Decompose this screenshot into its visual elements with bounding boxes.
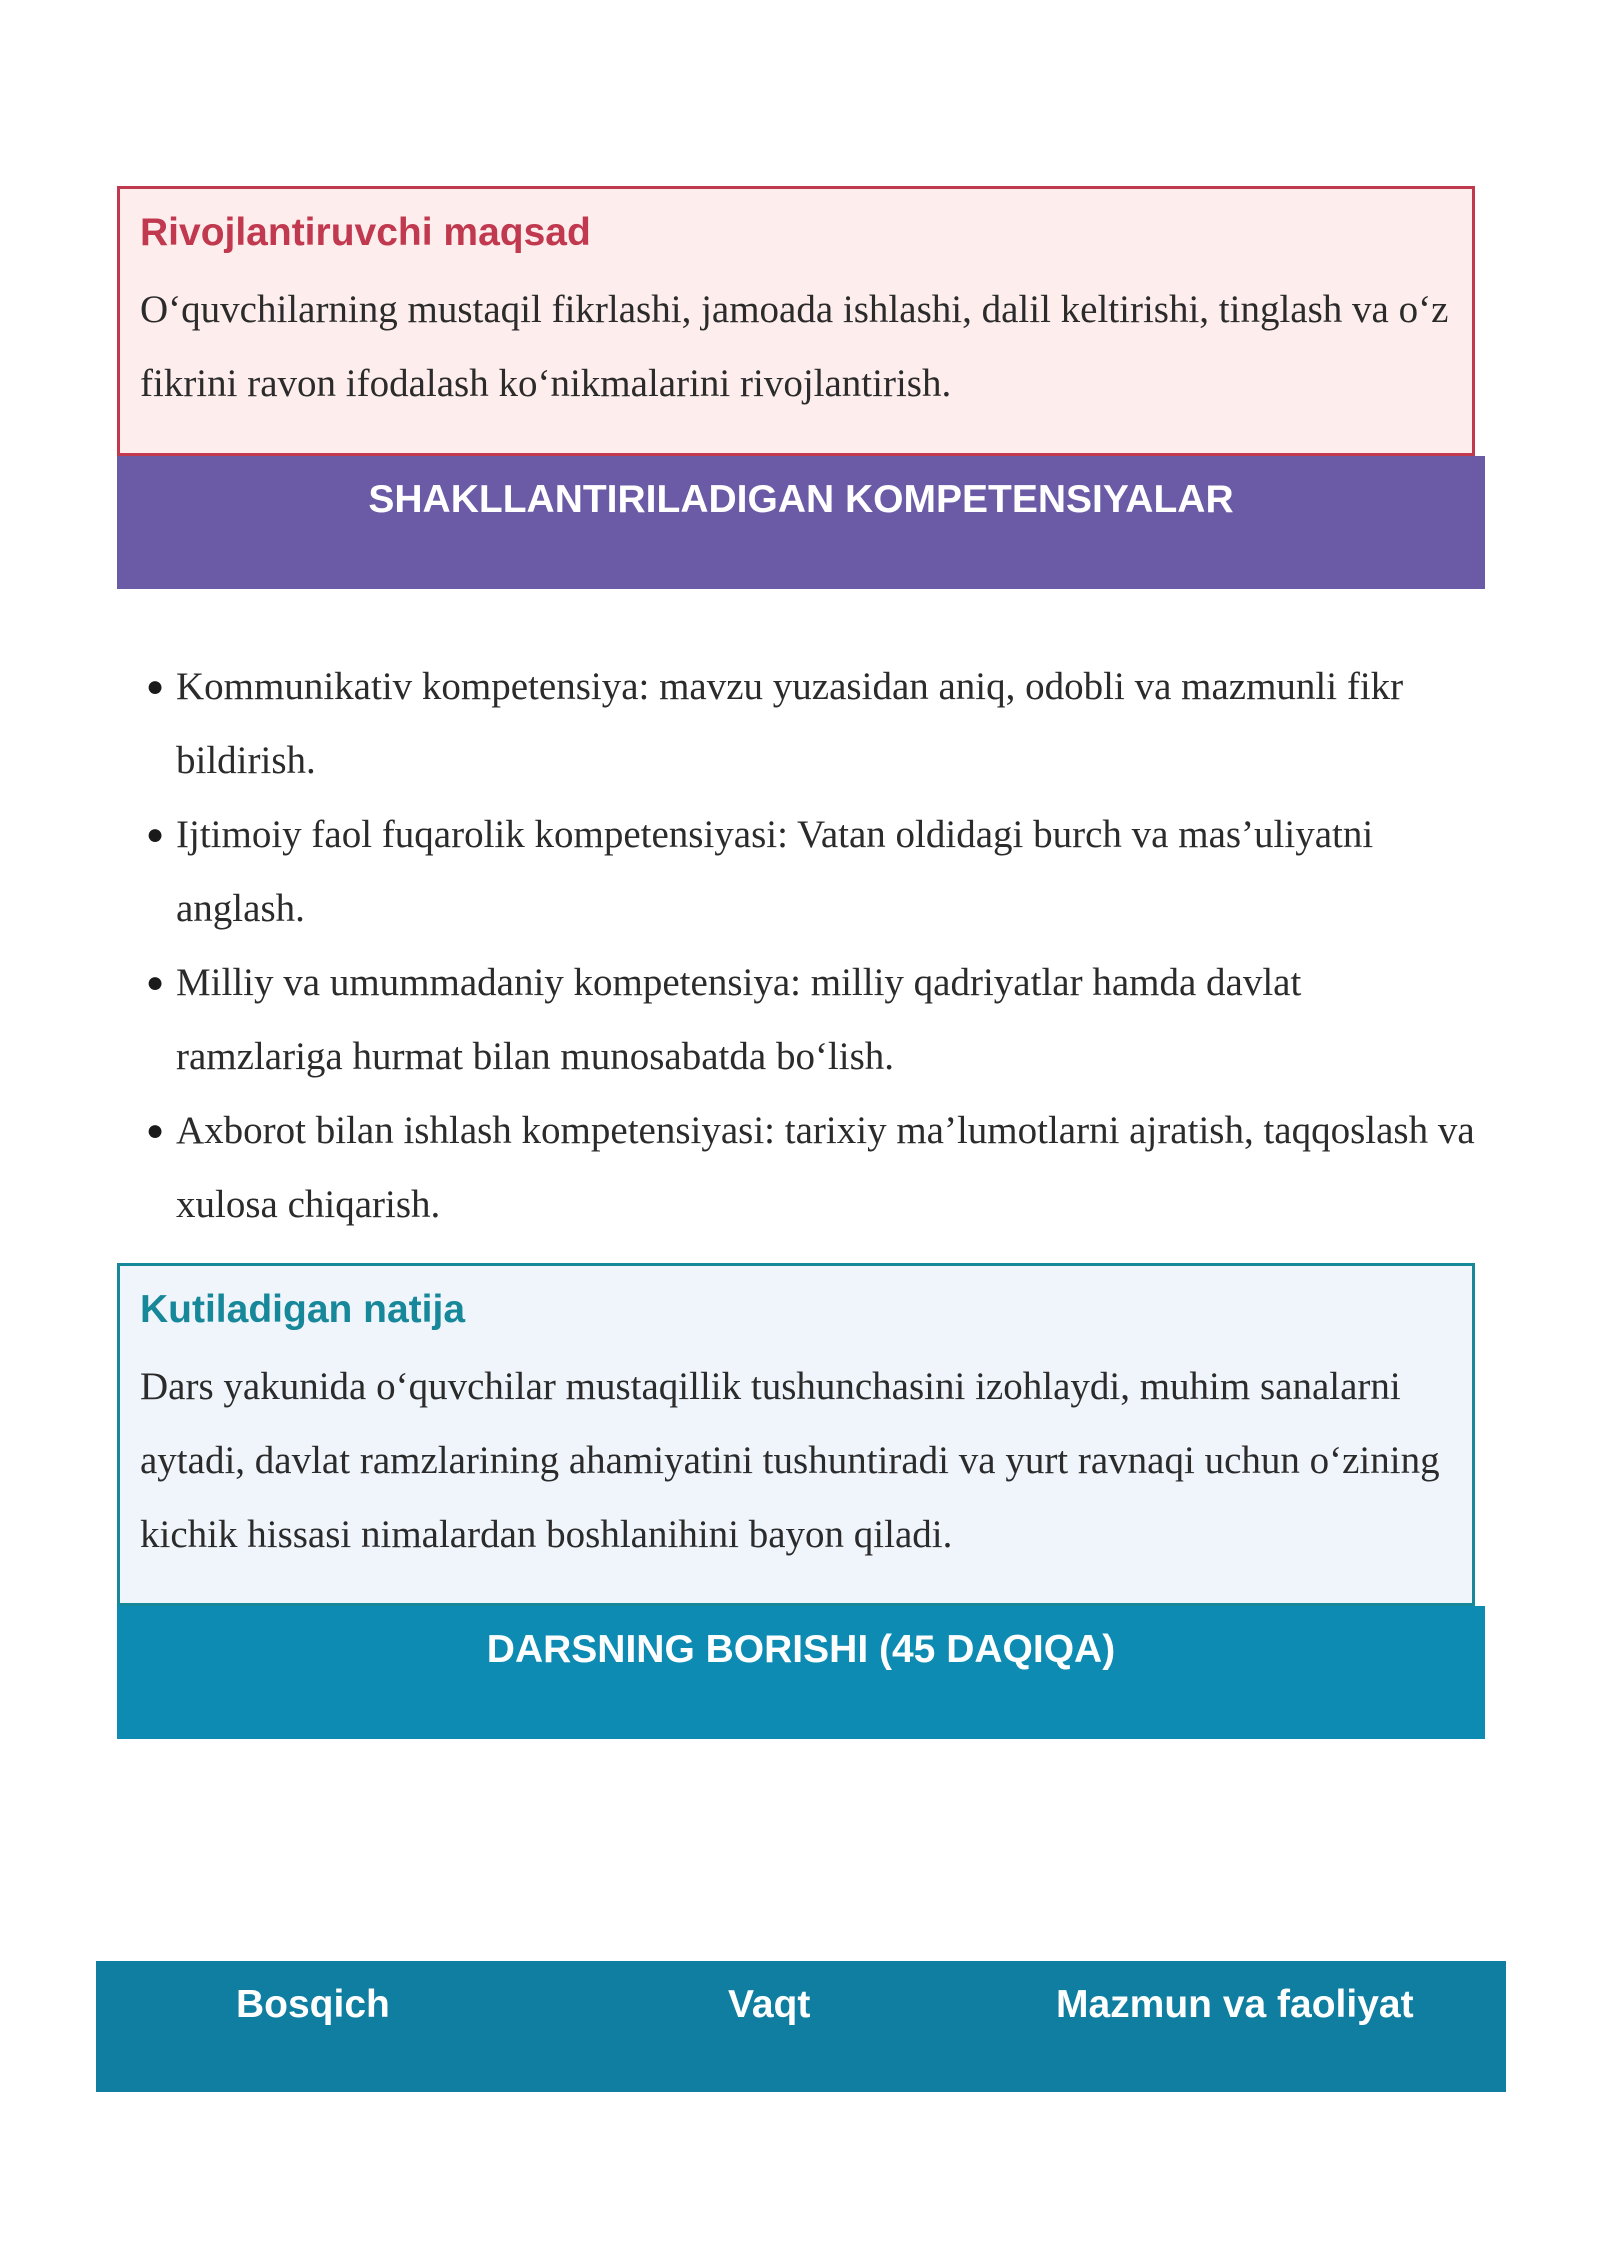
- bullet-icon: ●: [146, 670, 165, 703]
- competency-text: Ijtimoiy faol fuqarolik kompetensiyasi: Vatan oldidagi burch va mas’uliyatni anglash.: [176, 813, 1374, 930]
- lesson-flow-heading: DARSNING BORISHI (45 DAQIQA): [117, 1606, 1485, 1739]
- bullet-icon: ●: [146, 966, 165, 999]
- lesson-table-header: [96, 1961, 1506, 2092]
- development-goal-text: O‘quvchilarning mustaqil fikrlashi, jamoada ishlashi, dalil keltirishi, tinglash va o‘z fikrini ravon ifodalash ko‘nikmalarini rivojlantirish.: [140, 288, 1449, 405]
- column-header-content: Mazmun va faoliyat: [1056, 1983, 1414, 2026]
- column-header-stage: Bosqich: [236, 1983, 390, 2026]
- competency-item: [140, 946, 1476, 1094]
- column-header-time: Vaqt: [728, 1983, 811, 2026]
- development-goal-title: Rivojlantiruvchi maqsad: [140, 211, 591, 254]
- competency-item: [140, 798, 1476, 946]
- expected-result-title: Kutiladigan natija: [140, 1288, 466, 1331]
- bullet-icon: ●: [146, 1114, 165, 1147]
- expected-result-text: Dars yakunida o‘quvchilar mustaqillik tushunchasini izohlaydi, muhim sanalarni aytadi, davlat ramzlarining ahamiyatini tushuntiradi va yurt ravnaqi uchun o‘zining kichik hissasi nimalardan boshlanihini bayon qiladi.: [140, 1365, 1440, 1556]
- competencies-heading: SHAKLLANTIRILADIGAN KOMPETENSIYALAR: [117, 456, 1485, 589]
- competency-text: Kommunikativ kompetensiya: mavzu yuzasidan aniq, odobli va mazmunli fikr bildirish.: [176, 665, 1404, 782]
- expected-result-box: [117, 1263, 1475, 1606]
- development-goal-box: [117, 186, 1475, 456]
- competencies-list: [140, 650, 1475, 1242]
- competency-item: [140, 1094, 1476, 1242]
- competency-text: Axborot bilan ishlash kompetensiyasi: tarixiy ma’lumotlarni ajratish, taqqoslash va xulosa chiqarish.: [176, 1109, 1475, 1226]
- competency-item: [140, 650, 1476, 798]
- competency-text: Milliy va umummadaniy kompetensiya: milliy qadriyatlar hamda davlat ramzlariga hurmat bilan munosabatda bo‘lish.: [176, 961, 1302, 1078]
- bullet-icon: ●: [146, 818, 165, 851]
